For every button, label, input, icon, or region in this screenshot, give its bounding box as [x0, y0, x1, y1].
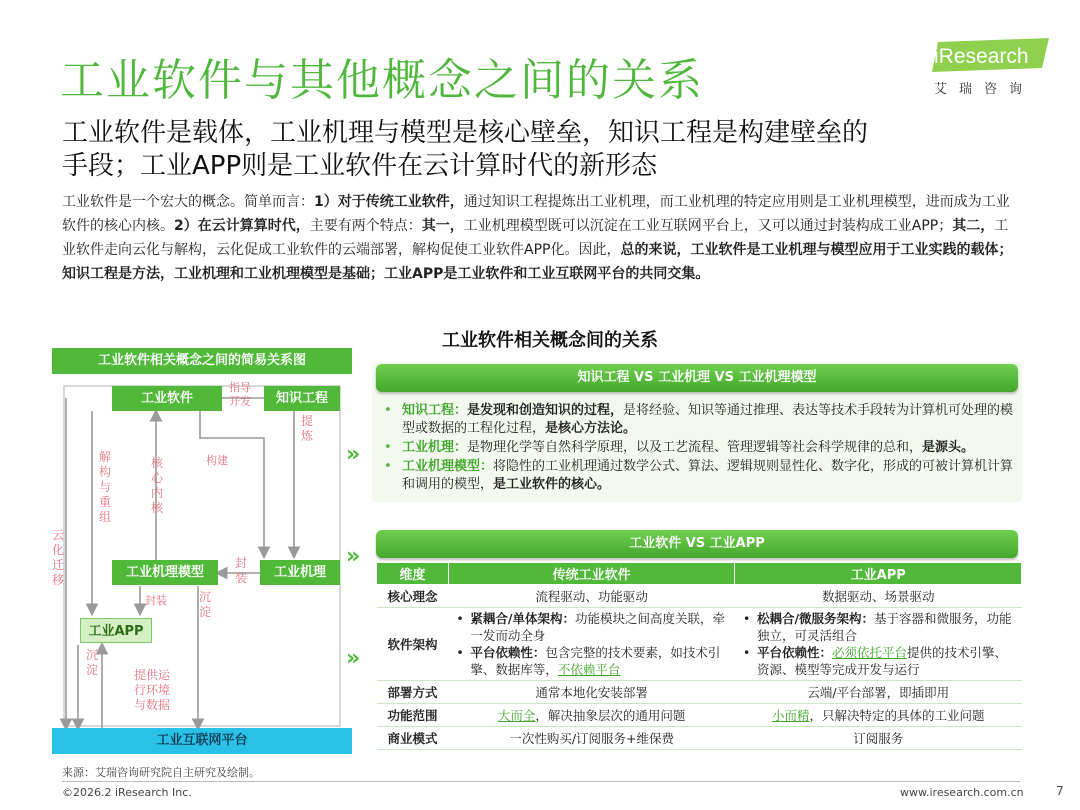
arch-item-underline: 必须依托平台 — [831, 645, 907, 660]
table-header: 传统工业软件 — [448, 563, 735, 585]
label-provide: 提供运行环境与数据 — [133, 668, 170, 712]
page-title: 工业软件与其他概念之间的关系 — [60, 55, 704, 106]
node-industrial-mechanism: 工业机理 — [260, 560, 340, 585]
intro-text: 工业机理模型既可以沉淀在工业互联网平台上，又可以通过封装构成工业APP； — [463, 218, 953, 234]
table-header: 维度 — [377, 563, 449, 585]
arch-item-text: 基于容器和微服务，功能独立，可灵活组合 — [756, 611, 1012, 643]
bullet-text: 是将经验、知识等通过推理、表达等技术手段转为计算机可处理的模型或数据的工程化过程， — [402, 403, 1014, 436]
label-core: 核心内核 — [150, 456, 163, 515]
node-industrial-app: 工业APP — [80, 618, 152, 643]
label-encap-h: 封装 — [234, 556, 247, 585]
node-knowledge-engineering: 知识工程 — [264, 386, 340, 411]
footer-divider — [62, 781, 1020, 782]
iresearch-logo — [924, 38, 1054, 96]
bullet-strong: 是工业软件的核心。 — [493, 477, 611, 492]
intro-bold: 其一， — [421, 218, 464, 234]
intro-text: 工业软件走向云化与解构，云化促成工业软件的云端部署，解构促使工业软件APP化。因此， — [62, 218, 1009, 258]
table-cell-dim: 功能范围 — [377, 704, 449, 727]
intro-text: 通过知识工程提炼出工业机理，而工业机理的特定应用则是工业机理模型，进而成为工业软件的核心内核。 — [62, 194, 1010, 234]
diagram-title: 工业软件相关概念之间的简易关系图 — [52, 348, 352, 374]
headline-line-2: 手段；工业APP则是工业软件在云计算时代的新形态 — [62, 151, 658, 181]
label-develop: 开发 — [229, 395, 251, 408]
intro-bold: 其二， — [952, 218, 995, 234]
label-encap-v: 封装 — [145, 594, 167, 607]
scope-underline: 小而精 — [771, 708, 810, 723]
headline-line-1: 工业软件是载体，工业机理与模型是核心壁垒，知识工程是构建壁垒的 — [62, 118, 869, 148]
table-cell-dim: 部署方式 — [377, 681, 449, 704]
edge-build — [200, 411, 264, 556]
intro-text: 主要有两个特点： — [309, 218, 422, 234]
bullet-mechanism-model — [382, 458, 1022, 494]
bullet-strong: 是核心方法论。 — [545, 421, 637, 436]
source-note: 来源：艾瑞咨询研究院自主研究及绘制。 — [62, 766, 260, 779]
table-row — [377, 704, 1022, 727]
headline — [62, 117, 1022, 183]
label-guide: 指导 — [229, 381, 251, 394]
arch-item — [741, 610, 1016, 644]
website-link[interactable]: www.iresearch.com.cn — [900, 786, 1024, 799]
label-deposit-1: 沉淀 — [198, 590, 211, 619]
section-title: 工业软件相关概念间的关系 — [442, 330, 658, 351]
node-internet-platform: 工业互联网平台 — [52, 728, 352, 754]
label-deposit-2: 沉淀 — [85, 648, 98, 677]
table-row — [377, 681, 1022, 704]
scope-text: ，只解决特定的具体的工业问题 — [809, 708, 985, 723]
table-cell: 订阅服务 — [735, 727, 1022, 750]
intro-paragraph — [62, 190, 1022, 286]
intro-bold: 1）对于传统工业软件， — [314, 194, 464, 210]
bullet-strong: 是发现和创造知识的过程， — [467, 403, 624, 418]
bullet-term: 工业机理模型： — [402, 459, 494, 474]
bullet-term: 工业机理： — [402, 440, 468, 455]
table-cell-dim: 核心理念 — [377, 585, 449, 608]
table-cell — [735, 704, 1022, 727]
label-deconstruct: 解构与重组 — [98, 450, 111, 524]
bullet-strong: 是源头。 — [922, 440, 975, 455]
arch-item-bold: 紧耦合/单体架构： — [470, 611, 575, 626]
table-cell: 数据驱动、场景驱动 — [735, 585, 1022, 608]
relationship-diagram — [52, 348, 352, 758]
bullet-industrial-mechanism — [382, 439, 1022, 457]
page-number: 7 — [1056, 784, 1064, 798]
table-cell-dim: 商业模式 — [377, 727, 449, 750]
label-refine: 提炼 — [300, 414, 313, 443]
comparison-table — [376, 562, 1022, 750]
table-cell — [735, 608, 1022, 681]
arch-item-text: 包含完整的技术要素，如技术引擎、数据库等， — [470, 645, 721, 677]
arch-item-text: 提供的技术引擎、资源、模型等完成开发与运行 — [756, 645, 1007, 677]
copyright: ©2026.2 iResearch Inc. — [62, 786, 192, 799]
intro-bold: 总的来说，工业软件是工业机理与模型应用于工业实践的载体；知识工程是方法，工业机理和工业机理模型是基础；工业APP是工业软件和工业互联网平台的共同交集。 — [62, 242, 1013, 282]
node-mechanism-model: 工业机理模型 — [112, 560, 218, 585]
scope-text: ，解决抽象层次的通用问题 — [535, 708, 686, 723]
logo-mark-icon — [924, 38, 1049, 74]
bullet-text: 是物理化学等自然科学原理，以及工艺流程、管理逻辑等社会科学规律的总和， — [467, 440, 923, 455]
bullet-term: 知识工程： — [402, 403, 468, 418]
bullet-text: 将隐性的工业机理通过数学公式、算法、逻辑规则显性化、数字化，形成的可被计算机计算和调用的模型， — [402, 459, 1014, 492]
box2-title-bar: 工业软件 VS 工业APP — [376, 530, 1018, 558]
table-cell — [448, 704, 735, 727]
table-cell: 一次性购买/订阅服务+维保费 — [448, 727, 735, 750]
table-cell — [448, 608, 735, 681]
node-industrial-software: 工业软件 — [112, 386, 222, 411]
arch-item — [454, 644, 729, 678]
chevron-right-icon: » — [346, 646, 361, 671]
table-row — [377, 585, 1022, 608]
table-cell: 通常本地化安装部署 — [448, 681, 735, 704]
label-cloud: 云化迁移 — [51, 528, 64, 587]
scope-underline: 大而全 — [497, 708, 536, 723]
arch-item-bold: 平台依赖性： — [470, 645, 546, 660]
table-header-row — [377, 563, 1022, 585]
table-header: 工业APP — [735, 563, 1022, 585]
table-row — [377, 608, 1022, 681]
chevron-right-icon: » — [346, 544, 361, 569]
intro-text: 工业软件是一个宏大的概念。简单而言： — [62, 194, 314, 210]
label-build: 构建 — [206, 454, 228, 467]
intro-bold: 2）在云计算算时代， — [174, 218, 310, 234]
table-cell: 流程驱动、功能驱动 — [448, 585, 735, 608]
arch-item — [454, 610, 729, 644]
arch-item-bold: 松耦合/微服务架构： — [756, 611, 875, 626]
arch-item-underline: 不依赖平台 — [557, 662, 621, 677]
logo-chinese: 艾瑞咨询 — [934, 82, 1035, 97]
table-cell: 云端/平台部署，即插即用 — [735, 681, 1022, 704]
logo-text: iResearch — [934, 45, 1029, 68]
table-cell-dim: 软件架构 — [377, 608, 449, 681]
chevron-right-icon: » — [346, 442, 361, 467]
arch-item — [741, 644, 1016, 678]
arch-item-bold: 平台依赖性： — [756, 645, 832, 660]
table-row — [377, 727, 1022, 750]
bullet-knowledge-engineering — [382, 402, 1022, 438]
arch-item-text: 功能模块之间高度关联，牵一发而动全身 — [470, 611, 725, 643]
box1-title-bar: 知识工程 VS 工业机理 VS 工业机理模型 — [376, 364, 1018, 392]
box1-bullets — [382, 402, 1022, 495]
